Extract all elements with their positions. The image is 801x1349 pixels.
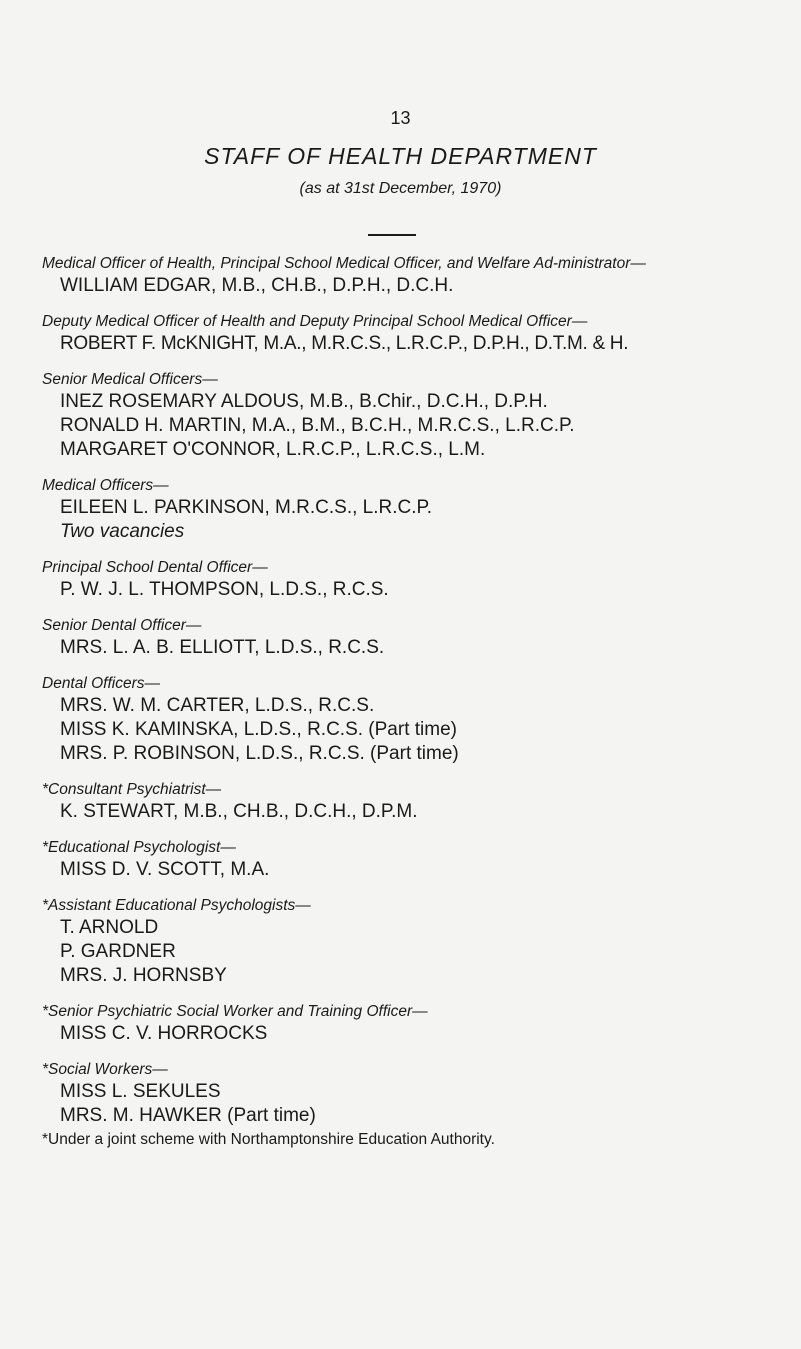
staff-name: P. GARDNER — [60, 941, 176, 962]
staff-name: MRS. W. M. CARTER, L.D.S., R.C.S. — [60, 695, 375, 716]
role-title: *Senior Psychiatric Social Worker and Training Officer— — [42, 1003, 428, 1020]
staff-name: INEZ ROSEMARY ALDOUS, M.B., B.Chir., D.C.H., D.P.H. — [60, 391, 548, 412]
role-title: Senior Dental Officer— — [42, 617, 202, 634]
staff-name: MRS. J. HORNSBY — [60, 965, 227, 986]
staff-section-consultant-psychiatrist — [42, 780, 762, 824]
staff-name: MISS K. KAMINSKA, L.D.S., R.C.S. (Part time) — [60, 719, 457, 740]
staff-section-medical-officer-of-health — [42, 254, 762, 298]
page-number: 13 — [390, 108, 411, 128]
staff-section-senior-dental-officer — [42, 616, 762, 660]
staff-section-dental-officers — [42, 674, 762, 766]
staff-name: RONALD H. MARTIN, M.A., B.M., B.C.H., M.R.C.S., L.R.C.P. — [60, 415, 575, 436]
role-title: Dental Officers— — [42, 675, 161, 692]
role-title: Medical Officers— — [42, 477, 169, 494]
role-title: Deputy Medical Officer of Health and Deputy Principal School Medical Officer— — [42, 313, 588, 330]
staff-name: T. ARNOLD — [60, 917, 159, 938]
page-subtitle: (as at 31st December, 1970) — [299, 180, 502, 197]
staff-name: MRS. L. A. B. ELLIOTT, L.D.S., R.C.S. — [60, 637, 385, 658]
role-title: *Assistant Educational Psychologists— — [42, 897, 311, 914]
staff-section-deputy-medical-officer — [42, 312, 762, 356]
staff-section-social-workers — [42, 1060, 762, 1128]
staff-name: MARGARET O'CONNOR, L.R.C.P., L.R.C.S., L.M. — [60, 439, 486, 460]
staff-name: WILLIAM EDGAR, M.B., CH.B., D.P.H., D.C.H. — [60, 275, 454, 296]
staff-list — [42, 254, 762, 1150]
role-title: *Educational Psychologist— — [42, 839, 236, 856]
footnote: *Under a joint scheme with Northamptonshire Education Authority. — [42, 1131, 495, 1148]
role-title: Principal School Dental Officer— — [42, 559, 268, 576]
staff-section-assistant-educational-psychologists — [42, 896, 762, 988]
role-title: *Consultant Psychiatrist— — [42, 781, 222, 798]
role-title: Medical Officer of Health, Principal School Medical Officer, and Welfare Ad-ministrator— — [42, 255, 646, 272]
staff-section-principal-school-dental-officer — [42, 558, 762, 602]
staff-name: EILEEN L. PARKINSON, M.R.C.S., L.R.C.P. — [60, 497, 433, 518]
divider — [368, 234, 416, 236]
role-title: *Social Workers— — [42, 1061, 168, 1078]
staff-name: K. STEWART, M.B., CH.B., D.C.H., D.P.M. — [60, 801, 418, 822]
staff-name: MRS. M. HAWKER (Part time) — [60, 1105, 316, 1126]
staff-name: MISS D. V. SCOTT, M.A. — [60, 859, 270, 880]
vacancy-note: Two vacancies — [60, 521, 185, 542]
staff-name: MISS L. SEKULES — [60, 1081, 221, 1102]
staff-section-educational-psychologist — [42, 838, 762, 882]
staff-section-senior-psychiatric-social-worker — [42, 1002, 762, 1046]
staff-name: MISS C. V. HORROCKS — [60, 1023, 268, 1044]
staff-section-senior-medical-officers — [42, 370, 762, 462]
staff-name: ROBERT F. McKNIGHT, M.A., M.R.C.S., L.R.C.P., D.P.H., D.T.M. & H. — [60, 333, 629, 354]
staff-section-medical-officers — [42, 476, 762, 544]
page-title: STAFF OF HEALTH DEPARTMENT — [204, 143, 597, 169]
staff-name: P. W. J. L. THOMPSON, L.D.S., R.C.S. — [60, 579, 389, 600]
staff-name: MRS. P. ROBINSON, L.D.S., R.C.S. (Part time) — [60, 743, 459, 764]
role-title: Senior Medical Officers— — [42, 371, 218, 388]
